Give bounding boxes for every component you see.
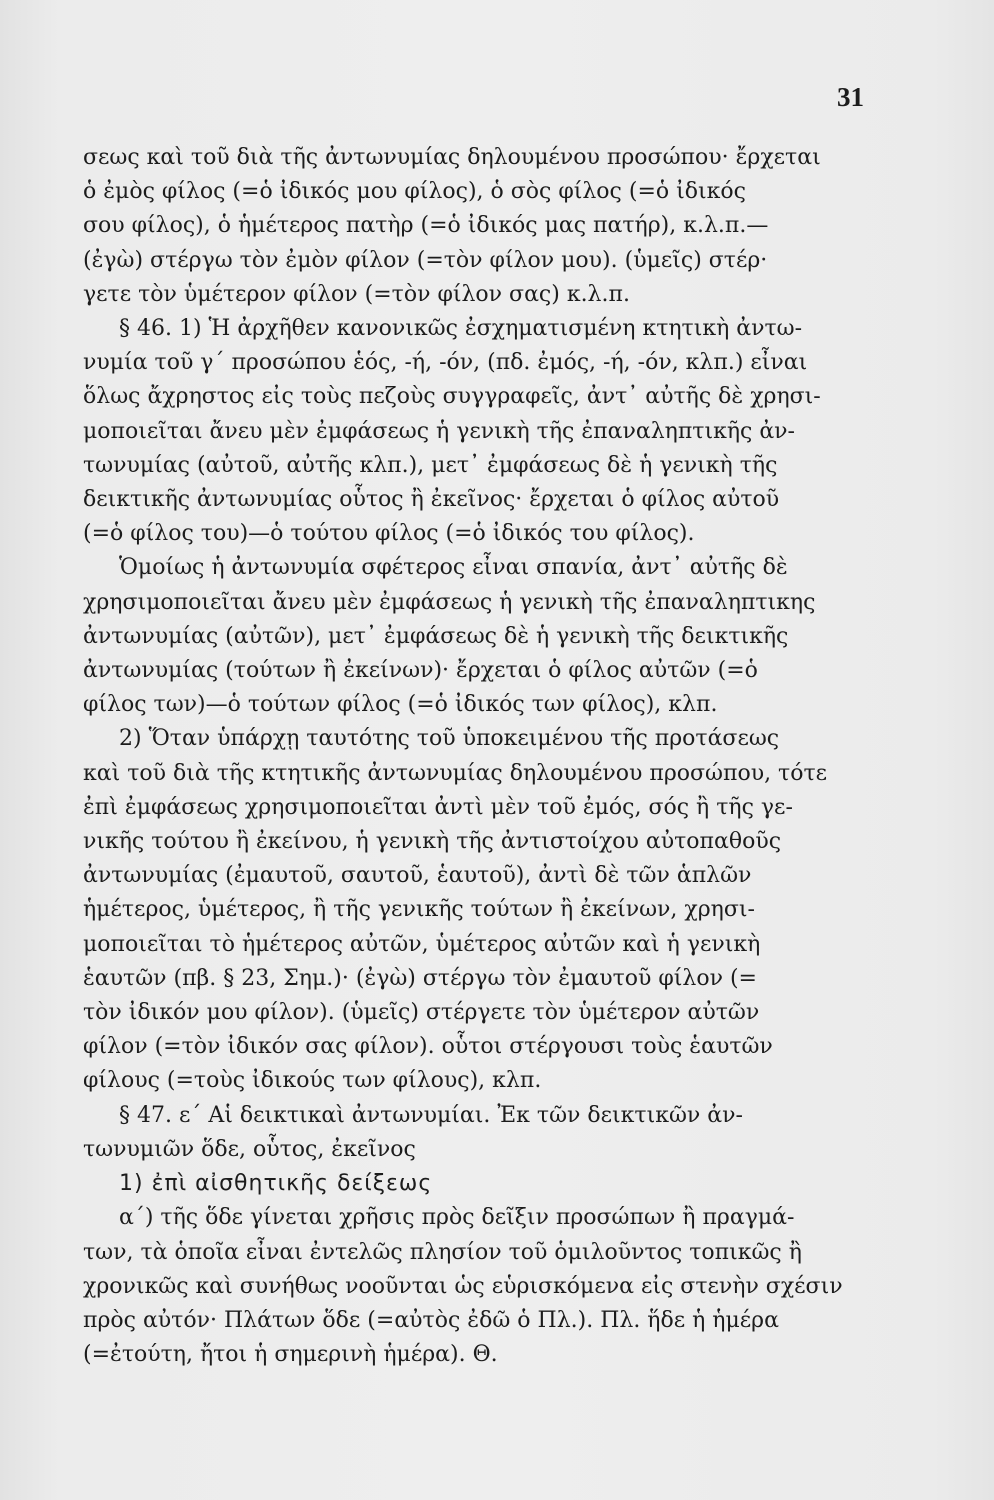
- text-line: ὅλως ἄχρηστος εἰς τοὺς πεζοὺς συγγραφεῖς, ἀντ᾽ αὐτῆς δὲ χρησι-: [83, 384, 821, 410]
- text-line: σου φίλος), ὁ ἡμέτερος πατὴρ (=ὁ ἰδικός μας πατήρ), κ.λ.π.—: [83, 213, 769, 239]
- text-line: μοποιεῖται ἄνευ μὲν ἐμφάσεως ἡ γενικὴ τῆς ἐπαναληπτικῆς ἀν-: [83, 418, 795, 444]
- text-line: ἀντωνυμίας (ἐμαυτοῦ, σαυτοῦ, ἑαυτοῦ), ἀντὶ δὲ τῶν ἁπλῶν: [83, 863, 752, 889]
- paragraph-hode: [83, 1201, 863, 1372]
- text-line: χρησιμοποιεῖται ἄνευ μὲν ἐμφάσεως ἡ γενικὴ τῆς ἐπαναληπτικης: [83, 589, 816, 615]
- text-line: 2) Ὅταν ὑπάρχῃ ταυτότης τοῦ ὑποκειμένου τῆς προτάσεως: [119, 726, 780, 752]
- text-line: των, τὰ ὁποῖα εἶναι ἐντελῶς πλησίον τοῦ ὁμιλοῦντος τοπικῶς ἢ: [83, 1239, 802, 1265]
- subheading-aesthetic-deixis: 1) ἐπὶ αἰσθητικῆς δείξεως: [119, 1171, 433, 1197]
- text-line: φίλος των)—ὁ τούτων φίλος (=ὁ ἰδικός των φίλος), κλπ.: [83, 692, 718, 718]
- text-line: μοποιεῖται τὸ ἡμέτερος αὐτῶν, ὑμέτερος αὐτῶν καὶ ἡ γενικὴ: [83, 931, 761, 957]
- text-line: (ἐγὼ) στέργω τὸν ἐμὸν φίλον (=τὸν φίλον μου). (ὑμεῖς) στέρ·: [83, 247, 768, 273]
- section-heading: § 47. ε΄ Αἱ δεικτικαὶ ἀντωνυμίαι. Ἐκ τῶν δεικτικῶν ἀν-: [119, 1102, 743, 1128]
- text-line: χρονικῶς καὶ συνήθως νοοῦνται ὡς εὑρισκόμενα εἰς στενὴν σχέσιν: [83, 1273, 843, 1299]
- text-line: (=ὁ φίλος του)—ὁ τούτου φίλος (=ὁ ἰδικός του φίλος).: [83, 521, 695, 547]
- text-line: ἐπὶ ἐμφάσεως χρησιμοποιεῖται ἀντὶ μὲν τοῦ ἐμός, σός ἢ τῆς γε-: [83, 794, 793, 820]
- text-line: τὸν ἰδικόν μου φίλον). (ὑμεῖς) στέργετε τὸν ὑμέτερον αὐτῶν: [83, 1000, 760, 1026]
- page-number: 31: [837, 82, 864, 112]
- paragraph-section-46: [83, 312, 863, 551]
- paragraph-possessive-examples: [83, 141, 863, 312]
- text-line: νυμία τοῦ γ΄ προσώπου ἑός, -ή, -όν, (πδ. ἐμός, -ή, -όν, κλπ.) εἶναι: [83, 350, 808, 376]
- text-line: ἡμέτερος, ὑμέτερος, ἢ τῆς γενικῆς τούτων ἢ ἐκείνων, χρησι-: [83, 897, 755, 923]
- text-line: φίλους (=τοὺς ἰδικούς των φίλους), κλπ.: [83, 1068, 542, 1094]
- text-line: § 46. 1) Ἡ ἀρχῆθεν κανονικῶς ἐσχηματισμένη κτητικὴ ἀντω-: [119, 316, 803, 342]
- paragraph-section-47: [83, 1099, 863, 1167]
- text-line: σεως καὶ τοῦ διὰ τῆς ἀντωνυμίας δηλουμένου προσώπου· ἔρχεται: [83, 145, 821, 170]
- subsection-heading: [83, 1167, 863, 1201]
- text-line: δεικτικῆς ἀντωνυμίας οὗτος ἢ ἐκεῖνος· ἔρχεται ὁ φίλος αὐτοῦ: [83, 487, 780, 513]
- text-line: καὶ τοῦ διὰ τῆς κτητικῆς ἀντωνυμίας δηλουμένου προσώπου, τότε: [83, 760, 828, 786]
- text-line: φίλον (=τὸν ἰδικόν σας φίλον). οὗτοι στέργουσι τοὺς ἑαυτῶν: [83, 1034, 773, 1060]
- text-line: Ὁμοίως ἡ ἀντωνυμία σφέτερος εἶναι σπανία, ἀντ᾽ αὐτῆς δὲ: [119, 555, 788, 581]
- text-line: τωνυμίας (αὐτοῦ, αὐτῆς κλπ.), μετ᾽ ἐμφάσεως δὲ ἡ γενικὴ τῆς: [83, 452, 778, 478]
- text-line: γετε τὸν ὑμέτερον φίλον (=τὸν φίλον σας) κ.λ.π.: [83, 281, 630, 307]
- text-line: νικῆς τούτου ἢ ἐκείνου, ἡ γενικὴ τῆς ἀντιστοίχου αὐτοπαθοῦς: [83, 829, 782, 855]
- paragraph-spheteros: [83, 551, 863, 722]
- page-text: [83, 141, 863, 1372]
- paragraph-reflexive: [83, 722, 863, 1098]
- text-line: ἀντωνυμίας (τούτων ἢ ἐκείνων)· ἔρχεται ὁ φίλος αὐτῶν (=ὁ: [83, 658, 758, 684]
- text-line: ἑαυτῶν (πβ. § 23, Σημ.)· (ἐγὼ) στέργω τὸν ἐμαυτοῦ φίλον (=: [83, 965, 757, 991]
- text-line: ἀντωνυμίας (αὐτῶν), μετ᾽ ἐμφάσεως δὲ ἡ γενικὴ τῆς δεικτικῆς: [83, 623, 789, 649]
- text-line: ὁ ἐμὸς φίλος (=ὁ ἰδικός μου φίλος), ὁ σὸς φίλος (=ὁ ἰδικός: [83, 179, 746, 205]
- text-line: πρὸς αὐτόν· Πλάτων ὅδε (=αὐτὸς ἐδῶ ὁ Πλ.). Πλ. ἥδε ἡ ἡμέρα: [83, 1307, 779, 1333]
- text-line: α΄) τῆς ὅδε γίνεται χρῆσις πρὸς δεῖξιν προσώπων ἢ πραγμά-: [119, 1205, 795, 1231]
- text-line: τωνυμιῶν ὅδε, οὗτος, ἐκεῖνος: [83, 1136, 416, 1162]
- text-line: (=ἐτούτη, ἤτοι ἡ σημερινὴ ἡμέρα). Θ.: [83, 1342, 498, 1368]
